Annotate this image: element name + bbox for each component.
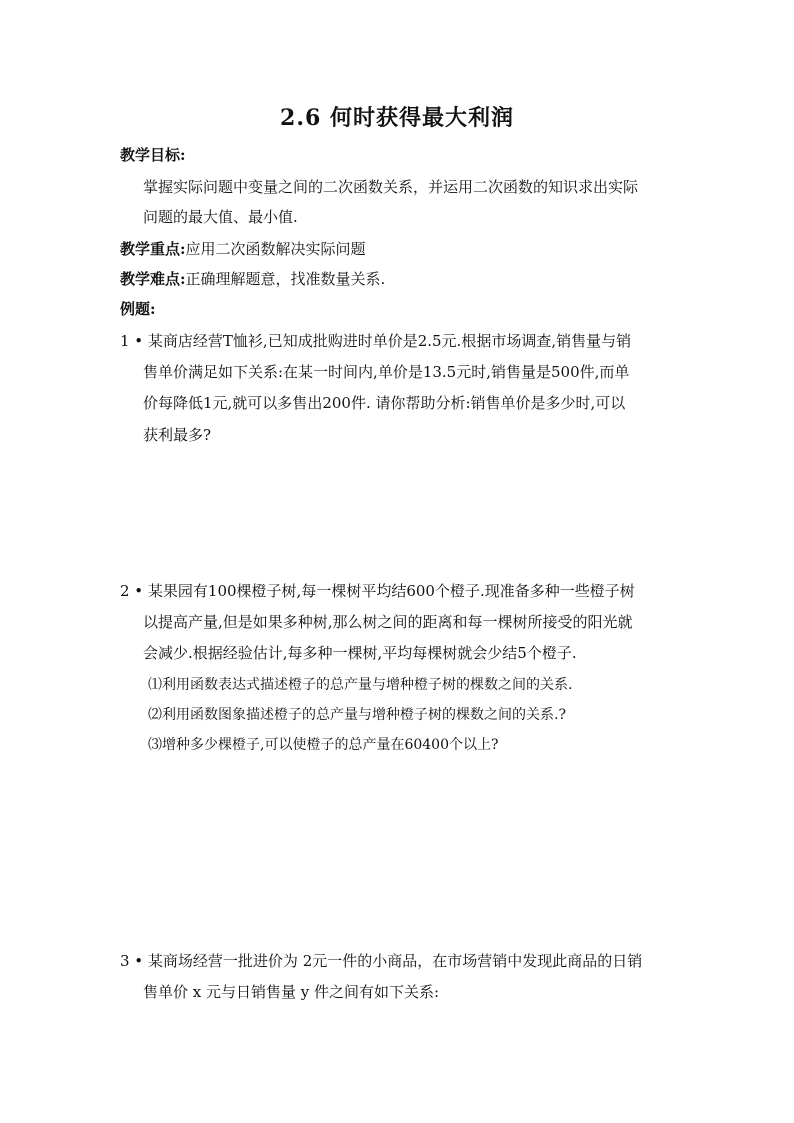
key-point-label: 教学重点:	[120, 240, 186, 258]
problem-2-line-2: 以提高产量,但是如果多种树,那么树之间的距离和每一棵树所接受的阳光就	[143, 613, 633, 631]
examples-heading: 例题:	[120, 300, 156, 318]
page-title: 2.6 何时获得最大利润	[280, 105, 514, 131]
difficulty-label: 教学难点:	[120, 270, 186, 288]
objectives-line-2: 问题的最大值、最小值.	[143, 208, 298, 226]
problem-1-line-4: 获利最多?	[143, 426, 212, 444]
problem-3-line-1: 3 • 某商场经营一批进价为 2元一件的小商品，在市场营销中发现此商品的日销	[120, 952, 643, 970]
key-point-text: 应用二次函数解决实际问题	[185, 240, 366, 258]
problem-2-line-3: 会减少.根据经验估计,每多种一棵树,平均每棵树就会少结5个橙子.	[143, 644, 577, 662]
key-point	[120, 239, 366, 259]
difficulty-text: 正确理解题意，找准数量关系.	[185, 270, 386, 288]
difficulty	[120, 269, 385, 289]
problem-2-sub-1: ⑴利用函数表达式描述橙子的总产量与增种橙子树的棵数之间的关系.	[148, 677, 573, 693]
problem-3-line-2: 售单价 x 元与日销售量 y 件之间有如下关系:	[143, 983, 440, 1001]
objectives-line-1: 掌握实际问题中变量之间的二次函数关系，并运用二次函数的知识求出实际	[143, 178, 639, 196]
problem-2-sub-2: ⑵利用函数图象描述橙子的总产量与增种橙子树的棵数之间的关系.?	[148, 707, 566, 723]
problem-2-line-1: 2 • 某果园有100棵橙子树,每一棵树平均结600个橙子.现准备多种一些橙子树	[120, 582, 635, 600]
problem-1-line-3: 价每降低1元,就可以多售出200件. 请你帮助分析:销售单价是多少时,可以	[143, 394, 626, 412]
objectives-heading: 教学目标:	[120, 146, 186, 164]
problem-2-sub-3: ⑶增种多少棵橙子,可以使橙子的总产量在60400个以上?	[148, 737, 499, 753]
problem-1-line-2: 售单价满足如下关系:在某一时间内,单价是13.5元时,销售量是500件,而单	[143, 363, 630, 381]
problem-1-line-1: 1 • 某商店经营T恤衫,已知成批购进时单价是2.5元.根据市场调查,销售量与销	[120, 332, 632, 350]
